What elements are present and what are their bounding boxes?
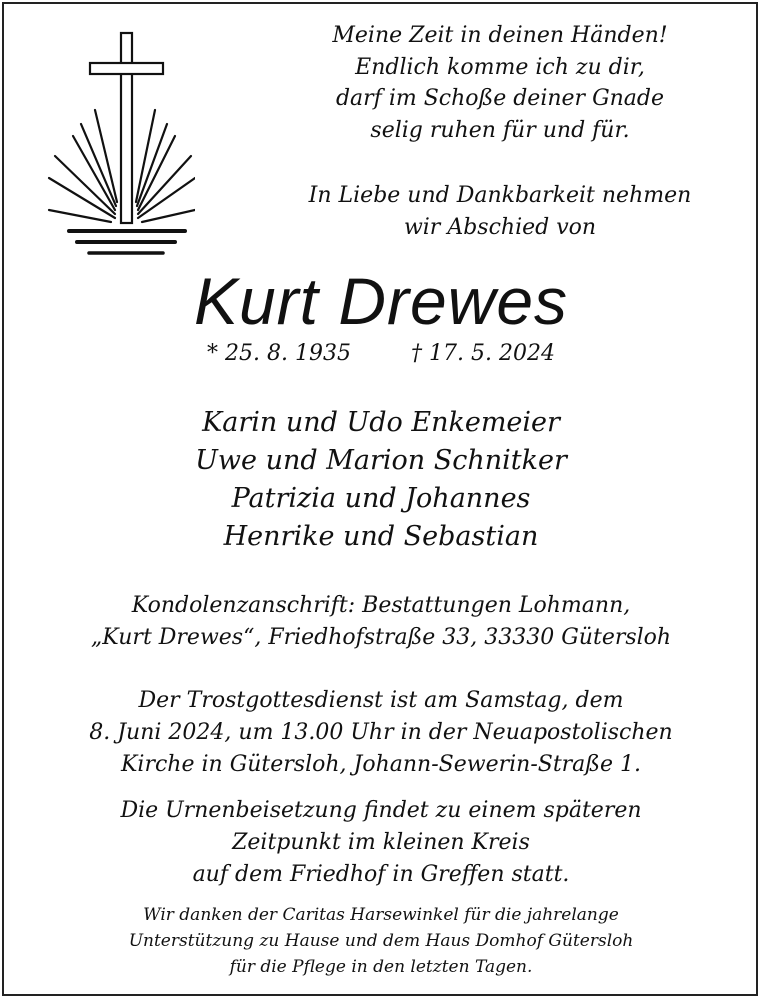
service-line: Kirche in Gütersloh, Johann-Sewerin-Straße 1. — [121, 752, 641, 777]
address-line: Kondolenzanschrift: Bestattungen Lohmann, — [131, 593, 631, 618]
farewell-intro — [240, 180, 760, 243]
life-dates — [0, 338, 762, 370]
thanks-note — [0, 902, 762, 980]
deceased-name: Kurt Drewes — [193, 264, 569, 338]
condolence-address — [0, 590, 762, 654]
family-member: Uwe und Marion Schnitker — [195, 445, 567, 476]
service-line: 8. Juni 2024, um 13.00 Uhr in der Neuapostolischen — [89, 720, 673, 745]
verse-line: Meine Zeit in deinen Händen! — [332, 23, 668, 48]
family-member: Patrizia und Johannes — [231, 483, 531, 514]
service-info — [0, 685, 762, 781]
verse-line: darf im Schoße deiner Gnade — [335, 86, 665, 111]
urn-line: Die Urnenbeisetzung findet zu einem späteren — [120, 798, 642, 823]
urn-burial-info — [0, 795, 762, 891]
verse — [240, 20, 760, 146]
birth-date: * 25. 8. 1935 — [207, 341, 351, 366]
verse-line: Endlich komme ich zu dir, — [355, 54, 645, 80]
death-date: † 17. 5. 2024 — [411, 341, 555, 366]
urn-line: Zeitpunkt im kleinen Kreis — [232, 830, 530, 855]
cross-sunrise-icon — [45, 28, 195, 268]
intro-line: In Liebe und Dankbarkeit nehmen — [308, 183, 692, 208]
family-member: Henrike und Sebastian — [223, 521, 539, 552]
family-list — [0, 404, 762, 556]
family-member: Karin und Udo Enkemeier — [202, 407, 560, 438]
verse-line: selig ruhen für und für. — [370, 117, 630, 143]
address-line: „Kurt Drewes“, Friedhofstraße 33, 33330 Gütersloh — [90, 625, 672, 650]
thanks-line: für die Pflege in den letzten Tagen. — [229, 957, 533, 977]
urn-line: auf dem Friedhof in Greffen statt. — [192, 862, 570, 887]
thanks-line: Unterstützung zu Hause und dem Haus Domhof Gütersloh — [128, 931, 634, 951]
thanks-line: Wir danken der Caritas Harsewinkel für die jahrelange — [143, 905, 619, 925]
service-line: Der Trostgottesdienst ist am Samstag, dem — [138, 688, 624, 713]
intro-line: wir Abschied von — [403, 214, 597, 240]
